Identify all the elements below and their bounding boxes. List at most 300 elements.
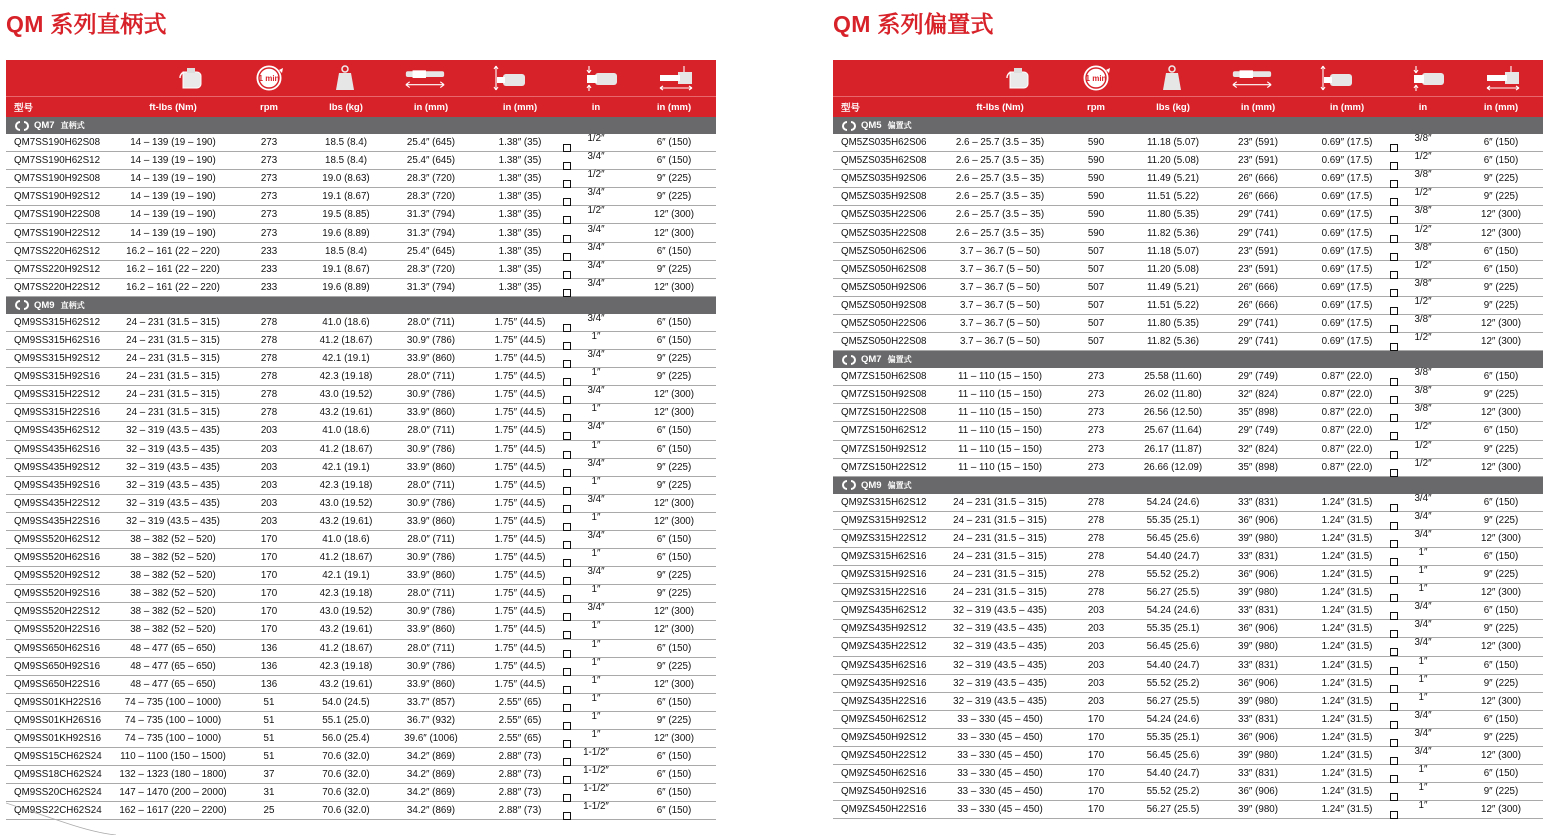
cell-drive [560, 639, 632, 658]
cell-weight: 42.1 (19.1) [322, 461, 370, 473]
cell-drive [1387, 458, 1459, 477]
cell-drive [560, 133, 632, 152]
cell-output-length: 6″ (150) [656, 443, 692, 455]
cell-output-length: 6″ (150) [1483, 551, 1519, 563]
cell-drive [560, 584, 632, 603]
cell-model: QM9ZS450H62S16 [841, 768, 927, 780]
cell-drive [1387, 314, 1459, 333]
table-row [6, 495, 716, 513]
cell-model: QM9SS435H92S16 [14, 479, 101, 491]
cell-clearance: 0.69″ (17.5) [1321, 336, 1373, 348]
cell-length: 23″ (591) [1238, 245, 1278, 257]
cell-output-length: 9″ (225) [656, 371, 692, 383]
cell-weight: 54.40 (24.7) [1146, 768, 1200, 780]
cell-model: QM7SS190H92S12 [14, 191, 101, 203]
cell-output-length: 12″ (300) [1481, 750, 1521, 762]
cell-model: QM9SS01KH22S16 [14, 696, 102, 708]
cell-weight: 42.3 (19.18) [319, 660, 373, 672]
cell-length: 33.9″ (860) [406, 407, 456, 419]
spec-table [6, 60, 716, 820]
cell-clearance: 1.24″ (31.5) [1321, 695, 1373, 707]
cell-model: QM7SS220H92S12 [14, 263, 101, 275]
cell-output-length: 6″ (150) [1483, 659, 1519, 671]
cell-length: 26″ (666) [1238, 173, 1278, 185]
cell-torque: 11 – 110 (15 – 150) [957, 461, 1043, 473]
cell-output-length: 9″ (225) [656, 461, 692, 473]
cell-length: 29″ (749) [1238, 371, 1278, 383]
cell-output-length: 12″ (300) [1481, 461, 1521, 473]
table-row [6, 640, 716, 658]
cell-speed: 507 [1087, 317, 1105, 329]
cell-speed: 233 [260, 281, 278, 293]
cell-output-length: 6″ (150) [656, 787, 692, 799]
cell-torque: 24 – 231 (31.5 – 315) [126, 389, 220, 401]
cell-length: 28.0″ (711) [407, 479, 455, 491]
cell-weight: 25.67 (11.64) [1144, 425, 1202, 437]
series-group-header [6, 297, 716, 314]
corner-decoration [6, 795, 116, 835]
cell-torque: 24 – 231 (31.5 – 315) [126, 353, 220, 365]
cell-length: 28.0″ (711) [407, 588, 455, 600]
cell-clearance: 1.75″ (44.5) [494, 642, 546, 654]
page-title: QM 系列直柄式 [6, 11, 167, 37]
header-clearance: in (mm) [502, 101, 538, 113]
cell-speed: 278 [260, 316, 278, 328]
drive-size: 1″ [591, 511, 601, 523]
cell-model: QM9SS315H22S16 [14, 407, 101, 419]
cell-weight: 41.0 (18.6) [322, 425, 370, 437]
cell-length: 33″ (831) [1238, 713, 1278, 725]
cell-torque: 33 – 330 (45 – 450) [957, 731, 1043, 743]
cell-output-length: 6″ (150) [656, 805, 692, 817]
table-row [6, 603, 716, 621]
cell-output-length: 12″ (300) [1481, 587, 1521, 599]
cell-drive [1387, 746, 1459, 765]
cell-length: 33″ (831) [1238, 659, 1278, 671]
table-row [833, 494, 1543, 512]
cell-model: QM7ZS150H22S12 [841, 461, 927, 473]
cell-output-length: 6″ (150) [1483, 263, 1519, 275]
cell-length: 30.9″ (786) [406, 606, 456, 618]
header-clearance: in (mm) [1329, 101, 1365, 113]
cell-model: QM7ZS150H92S12 [841, 443, 927, 455]
cell-length: 35″ (898) [1238, 461, 1278, 473]
cell-clearance: 0.69″ (17.5) [1321, 191, 1373, 203]
cell-drive [560, 675, 632, 694]
cell-clearance: 2.88″ (73) [498, 787, 542, 799]
drive-size: 1″ [591, 367, 601, 379]
drive-size: 1/2″ [587, 133, 605, 145]
header-torque: ft-lbs (Nm) [149, 101, 197, 113]
cell-clearance: 1.75″ (44.5) [494, 678, 546, 690]
cell-torque: 32 – 319 (43.5 – 435) [953, 605, 1047, 617]
header-speed: rpm [260, 101, 278, 113]
cell-drive [560, 476, 632, 495]
cell-drive [560, 602, 632, 621]
cell-output-length: 6″ (150) [1483, 371, 1519, 383]
cell-drive [560, 349, 632, 368]
table-row [833, 801, 1543, 819]
cell-clearance: 1.75″ (44.5) [494, 534, 546, 546]
table-row [833, 512, 1543, 530]
cell-output-length: 12″ (300) [654, 389, 694, 401]
cell-length: 33.9″ (860) [406, 570, 456, 582]
cell-output-length: 12″ (300) [1481, 317, 1521, 329]
speed-icon [1074, 64, 1118, 92]
cell-length: 39″ (980) [1238, 532, 1278, 544]
cell-clearance: 0.69″ (17.5) [1321, 317, 1373, 329]
cell-torque: 24 – 231 (31.5 – 315) [126, 407, 220, 419]
drive-size: 3/8″ [1414, 169, 1432, 181]
cell-clearance: 2.88″ (73) [498, 769, 542, 781]
drive-size: 3/4″ [1414, 528, 1432, 540]
cell-speed: 170 [260, 570, 278, 582]
cell-torque: 3.7 – 36.7 (5 – 50) [959, 281, 1041, 293]
cell-model: QM5ZS050H22S06 [841, 317, 927, 329]
cell-speed: 278 [260, 353, 278, 365]
weight-icon [1150, 64, 1194, 92]
cell-drive [560, 331, 632, 350]
cell-weight: 70.6 (32.0) [322, 769, 370, 781]
cell-weight: 41.2 (18.67) [319, 642, 373, 654]
cell-speed: 203 [260, 461, 278, 473]
drive-size: 1″ [591, 729, 601, 741]
cell-length: 25.4″ (645) [406, 155, 456, 167]
cell-weight: 19.6 (8.89) [322, 227, 370, 239]
cell-drive [1387, 421, 1459, 440]
cell-output-length: 12″ (300) [654, 227, 694, 239]
cell-model: QM9SS435H62S12 [14, 425, 101, 437]
cell-torque: 32 – 319 (43.5 – 435) [953, 659, 1047, 671]
table-row [833, 657, 1543, 675]
cell-model: QM7ZS150H62S12 [841, 425, 927, 437]
cell-output-length: 6″ (150) [656, 334, 692, 346]
cell-speed: 590 [1087, 137, 1105, 149]
cell-length: 31.3″ (794) [406, 209, 456, 221]
table-row [6, 350, 716, 368]
cell-length: 30.9″ (786) [406, 660, 456, 672]
cell-weight: 43.2 (19.61) [319, 678, 373, 690]
drive-size: 1″ [591, 584, 601, 596]
cell-speed: 278 [260, 334, 278, 346]
cell-model: QM5ZS050H62S06 [841, 245, 927, 257]
cell-speed: 278 [260, 407, 278, 419]
table-row [833, 404, 1543, 422]
cell-clearance: 1.75″ (44.5) [494, 316, 546, 328]
cell-drive [1387, 637, 1459, 656]
drive-size: 3/8″ [1414, 385, 1432, 397]
cell-output-length: 6″ (150) [656, 769, 692, 781]
cell-drive [560, 440, 632, 459]
cell-torque: 14 – 139 (19 – 190) [130, 173, 216, 185]
cell-model: QM9SS435H22S16 [14, 515, 101, 527]
cell-torque: 32 – 319 (43.5 – 435) [126, 461, 220, 473]
cell-clearance: 0.69″ (17.5) [1321, 155, 1373, 167]
cell-clearance: 1.24″ (31.5) [1321, 587, 1373, 599]
cell-clearance: 1.24″ (31.5) [1321, 623, 1373, 635]
header-model: 型号 [14, 103, 34, 114]
cell-clearance: 0.87″ (22.0) [1321, 425, 1373, 437]
table-row [6, 188, 716, 206]
cell-model: QM9SS20CH62S24 [14, 787, 102, 799]
cell-torque: 3.7 – 36.7 (5 – 50) [959, 299, 1041, 311]
cell-drive [560, 224, 632, 243]
cell-clearance: 0.69″ (17.5) [1321, 173, 1373, 185]
cell-model: QM9SS435H22S12 [14, 497, 101, 509]
series-type: 偏置式 [887, 480, 912, 490]
cell-weight: 19.1 (8.67) [322, 263, 370, 275]
table-row [6, 279, 716, 297]
table-row [6, 459, 716, 477]
cell-speed: 233 [260, 263, 278, 275]
square-drive-icon [1390, 469, 1398, 477]
drive-size: 1-1/2″ [583, 783, 609, 795]
cell-length: 34.2″ (869) [406, 787, 456, 799]
cell-drive [1387, 367, 1459, 386]
cell-weight: 42.3 (19.18) [319, 588, 373, 600]
drive-size: 1″ [591, 403, 601, 415]
square-drive-icon [1390, 811, 1398, 819]
cell-torque: 11 – 110 (15 – 150) [957, 407, 1043, 419]
cell-weight: 11.51 (5.22) [1146, 299, 1200, 311]
cell-output-length: 9″ (225) [1483, 191, 1519, 203]
drive-size: 3/4″ [1414, 727, 1432, 739]
cell-clearance: 1.38″ (35) [498, 227, 542, 239]
cell-clearance: 1.24″ (31.5) [1321, 532, 1373, 544]
cell-speed: 170 [1087, 731, 1105, 743]
cell-torque: 38 – 382 (52 – 520) [130, 606, 216, 618]
table-row [833, 152, 1543, 170]
table-row [6, 585, 716, 603]
drive-size: 1/2″ [587, 169, 605, 181]
cell-speed: 273 [1087, 425, 1105, 437]
cell-clearance: 0.69″ (17.5) [1321, 281, 1373, 293]
cell-output-length: 6″ (150) [656, 552, 692, 564]
cell-speed: 51 [263, 733, 275, 745]
cell-length: 28.0″ (711) [407, 642, 455, 654]
cell-speed: 203 [260, 425, 278, 437]
cell-torque: 11 – 110 (15 – 150) [957, 425, 1043, 437]
cell-model: QM9ZS315H62S12 [841, 496, 927, 508]
cell-drive [560, 169, 632, 188]
cell-torque: 3.7 – 36.7 (5 – 50) [959, 245, 1041, 257]
cell-weight: 70.6 (32.0) [322, 805, 370, 817]
cell-torque: 24 – 231 (31.5 – 315) [126, 334, 220, 346]
cell-length: 36.7″ (932) [406, 714, 456, 726]
cell-output-length: 9″ (225) [1483, 623, 1519, 635]
table-row [6, 513, 716, 531]
cell-output-length: 6″ (150) [656, 245, 692, 257]
cell-clearance: 1.75″ (44.5) [494, 371, 546, 383]
cell-model: QM5ZS050H62S08 [841, 263, 927, 275]
cell-output-length: 6″ (150) [1483, 245, 1519, 257]
drive-size: 1/2″ [1414, 259, 1432, 271]
cell-weight: 11.82 (5.36) [1146, 336, 1200, 348]
cell-speed: 507 [1087, 263, 1105, 275]
cell-model: QM9ZS435H62S16 [841, 659, 927, 671]
cell-length: 28.0″ (711) [407, 316, 455, 328]
table-row [6, 243, 716, 261]
cell-drive [1387, 440, 1459, 459]
drive-size: 1-1/2″ [583, 765, 609, 777]
cell-weight: 43.0 (19.52) [319, 606, 373, 618]
cell-weight: 11.49 (5.21) [1146, 281, 1200, 293]
drive-size: 3/8″ [1414, 313, 1432, 325]
clearance-icon [489, 64, 533, 92]
cell-torque: 2.6 – 25.7 (3.5 – 35) [955, 155, 1045, 167]
drive-size: 1″ [591, 620, 601, 632]
cell-output-length: 12″ (300) [1481, 209, 1521, 221]
drive-size: 3/4″ [1414, 746, 1432, 758]
cell-model: QM5ZS035H22S08 [841, 227, 927, 239]
cell-output-length: 9″ (225) [1483, 443, 1519, 455]
speed-icon-label: 1 min [1085, 74, 1107, 83]
cell-model: QM9SS01KH26S16 [14, 714, 102, 726]
cell-length: 33″ (831) [1238, 605, 1278, 617]
cell-model: QM7SS190H22S08 [14, 209, 101, 221]
drive-size: 3/8″ [1414, 241, 1432, 253]
drive-size: 3/8″ [1414, 403, 1432, 415]
cell-weight: 11.80 (5.35) [1146, 209, 1200, 221]
cell-clearance: 1.24″ (31.5) [1321, 496, 1373, 508]
table-body [833, 117, 1543, 819]
cell-model: QM7ZS150H62S08 [841, 371, 927, 383]
cell-speed: 170 [260, 624, 278, 636]
cell-weight: 56.45 (25.6) [1146, 532, 1200, 544]
cell-clearance: 1.24″ (31.5) [1321, 804, 1373, 816]
cell-drive [1387, 493, 1459, 512]
cell-drive [1387, 511, 1459, 530]
cell-drive [1387, 692, 1459, 711]
cell-weight: 19.1 (8.67) [322, 191, 370, 203]
cell-length: 33.9″ (860) [406, 515, 456, 527]
cell-model: QM9SS650H62S16 [14, 642, 101, 654]
cell-clearance: 0.69″ (17.5) [1321, 137, 1373, 149]
square-drive-icon [563, 289, 571, 297]
cell-torque: 2.6 – 25.7 (3.5 – 35) [955, 173, 1045, 185]
cell-weight: 55.52 (25.2) [1146, 569, 1200, 581]
cell-model: QM9ZS450H62S12 [841, 713, 927, 725]
weight-icon [323, 64, 367, 92]
table-row [833, 441, 1543, 459]
cell-weight: 26.02 (11.80) [1144, 389, 1202, 401]
cell-length: 23″ (591) [1238, 155, 1278, 167]
square-drive-icon [1390, 343, 1398, 351]
cell-output-length: 9″ (225) [656, 263, 692, 275]
table-row [833, 747, 1543, 765]
cell-weight: 70.6 (32.0) [322, 787, 370, 799]
drive-size: 1″ [1418, 547, 1428, 559]
drive-size: 3/4″ [587, 566, 605, 578]
cell-clearance: 0.87″ (22.0) [1321, 407, 1373, 419]
cell-torque: 48 – 477 (65 – 650) [130, 678, 216, 690]
table-row [6, 567, 716, 585]
table-row [6, 477, 716, 495]
table-row [833, 459, 1543, 477]
clearance-icon [1316, 64, 1360, 92]
cell-output-length: 12″ (300) [1481, 227, 1521, 239]
drive-size: 1-1/2″ [583, 801, 609, 813]
table-row [6, 621, 716, 639]
cell-speed: 507 [1087, 336, 1105, 348]
cell-model: QM9SS520H62S12 [14, 534, 101, 546]
cell-weight: 41.2 (18.67) [319, 443, 373, 455]
table-row [833, 243, 1543, 261]
cell-length: 28.3″ (720) [406, 191, 456, 203]
cell-drive [1387, 656, 1459, 675]
series-logo-icon [14, 300, 30, 310]
cell-output-length: 12″ (300) [654, 678, 694, 690]
cell-torque: 14 – 139 (19 – 190) [130, 191, 216, 203]
cell-output-length: 12″ (300) [654, 407, 694, 419]
drive-size: 3/4″ [1414, 510, 1432, 522]
cell-output-length: 9″ (225) [656, 714, 692, 726]
cell-speed: 273 [1087, 407, 1105, 419]
drive-size: 1/2″ [1414, 439, 1432, 451]
drive-size: 3/4″ [587, 259, 605, 271]
cell-model: QM9ZS315H22S16 [841, 587, 927, 599]
cell-model: QM9ZS435H22S12 [841, 641, 927, 653]
cell-weight: 56.0 (25.4) [322, 733, 370, 745]
cell-output-length: 6″ (150) [1483, 496, 1519, 508]
cell-torque: 16.2 – 161 (22 – 220) [126, 281, 220, 293]
cell-length: 33″ (831) [1238, 768, 1278, 780]
cell-speed: 170 [260, 588, 278, 600]
cell-speed: 590 [1087, 209, 1105, 221]
cell-torque: 32 – 319 (43.5 – 435) [126, 515, 220, 527]
cell-weight: 55.35 (25.1) [1146, 623, 1200, 635]
cell-drive [560, 747, 632, 766]
speed-icon-label: 1 min [258, 74, 280, 83]
cell-output-length: 6″ (150) [656, 316, 692, 328]
table-row [6, 766, 716, 784]
cell-output-length: 9″ (225) [1483, 731, 1519, 743]
cell-clearance: 1.38″ (35) [498, 209, 542, 221]
cell-weight: 56.45 (25.6) [1146, 750, 1200, 762]
series-name: QM7 [34, 120, 55, 131]
cell-weight: 55.35 (25.1) [1146, 514, 1200, 526]
cell-weight: 56.27 (25.5) [1146, 587, 1200, 599]
cell-length: 39″ (980) [1238, 641, 1278, 653]
table-row [6, 152, 716, 170]
cell-weight: 43.2 (19.61) [319, 624, 373, 636]
drive-size: 1-1/2″ [583, 747, 609, 759]
cell-clearance: 1.24″ (31.5) [1321, 786, 1373, 798]
cell-drive [1387, 403, 1459, 422]
cell-torque: 14 – 139 (19 – 190) [130, 209, 216, 221]
cell-model: QM9SS520H92S12 [14, 570, 101, 582]
cell-model: QM9SS650H22S16 [14, 678, 101, 690]
cell-clearance: 1.75″ (44.5) [494, 660, 546, 672]
cell-model: QM9SS435H92S12 [14, 461, 101, 473]
cell-output-length: 12″ (300) [1481, 336, 1521, 348]
cell-speed: 273 [260, 137, 278, 149]
cell-length: 29″ (741) [1238, 227, 1278, 239]
cell-drive [560, 548, 632, 567]
cell-speed: 170 [260, 606, 278, 618]
drive-size: 1/2″ [1414, 223, 1432, 235]
cell-speed: 273 [1087, 461, 1105, 473]
cell-drive [1387, 800, 1459, 819]
cell-model: QM9SS520H22S16 [14, 624, 101, 636]
cell-length: 33″ (831) [1238, 551, 1278, 563]
header-output-length: in (mm) [1483, 101, 1519, 113]
column-header-row [6, 96, 716, 117]
cell-drive [1387, 296, 1459, 315]
series-type: 直柄式 [60, 121, 85, 130]
cell-model: QM9ZS315H22S12 [841, 532, 927, 544]
cell-clearance: 0.69″ (17.5) [1321, 245, 1373, 257]
